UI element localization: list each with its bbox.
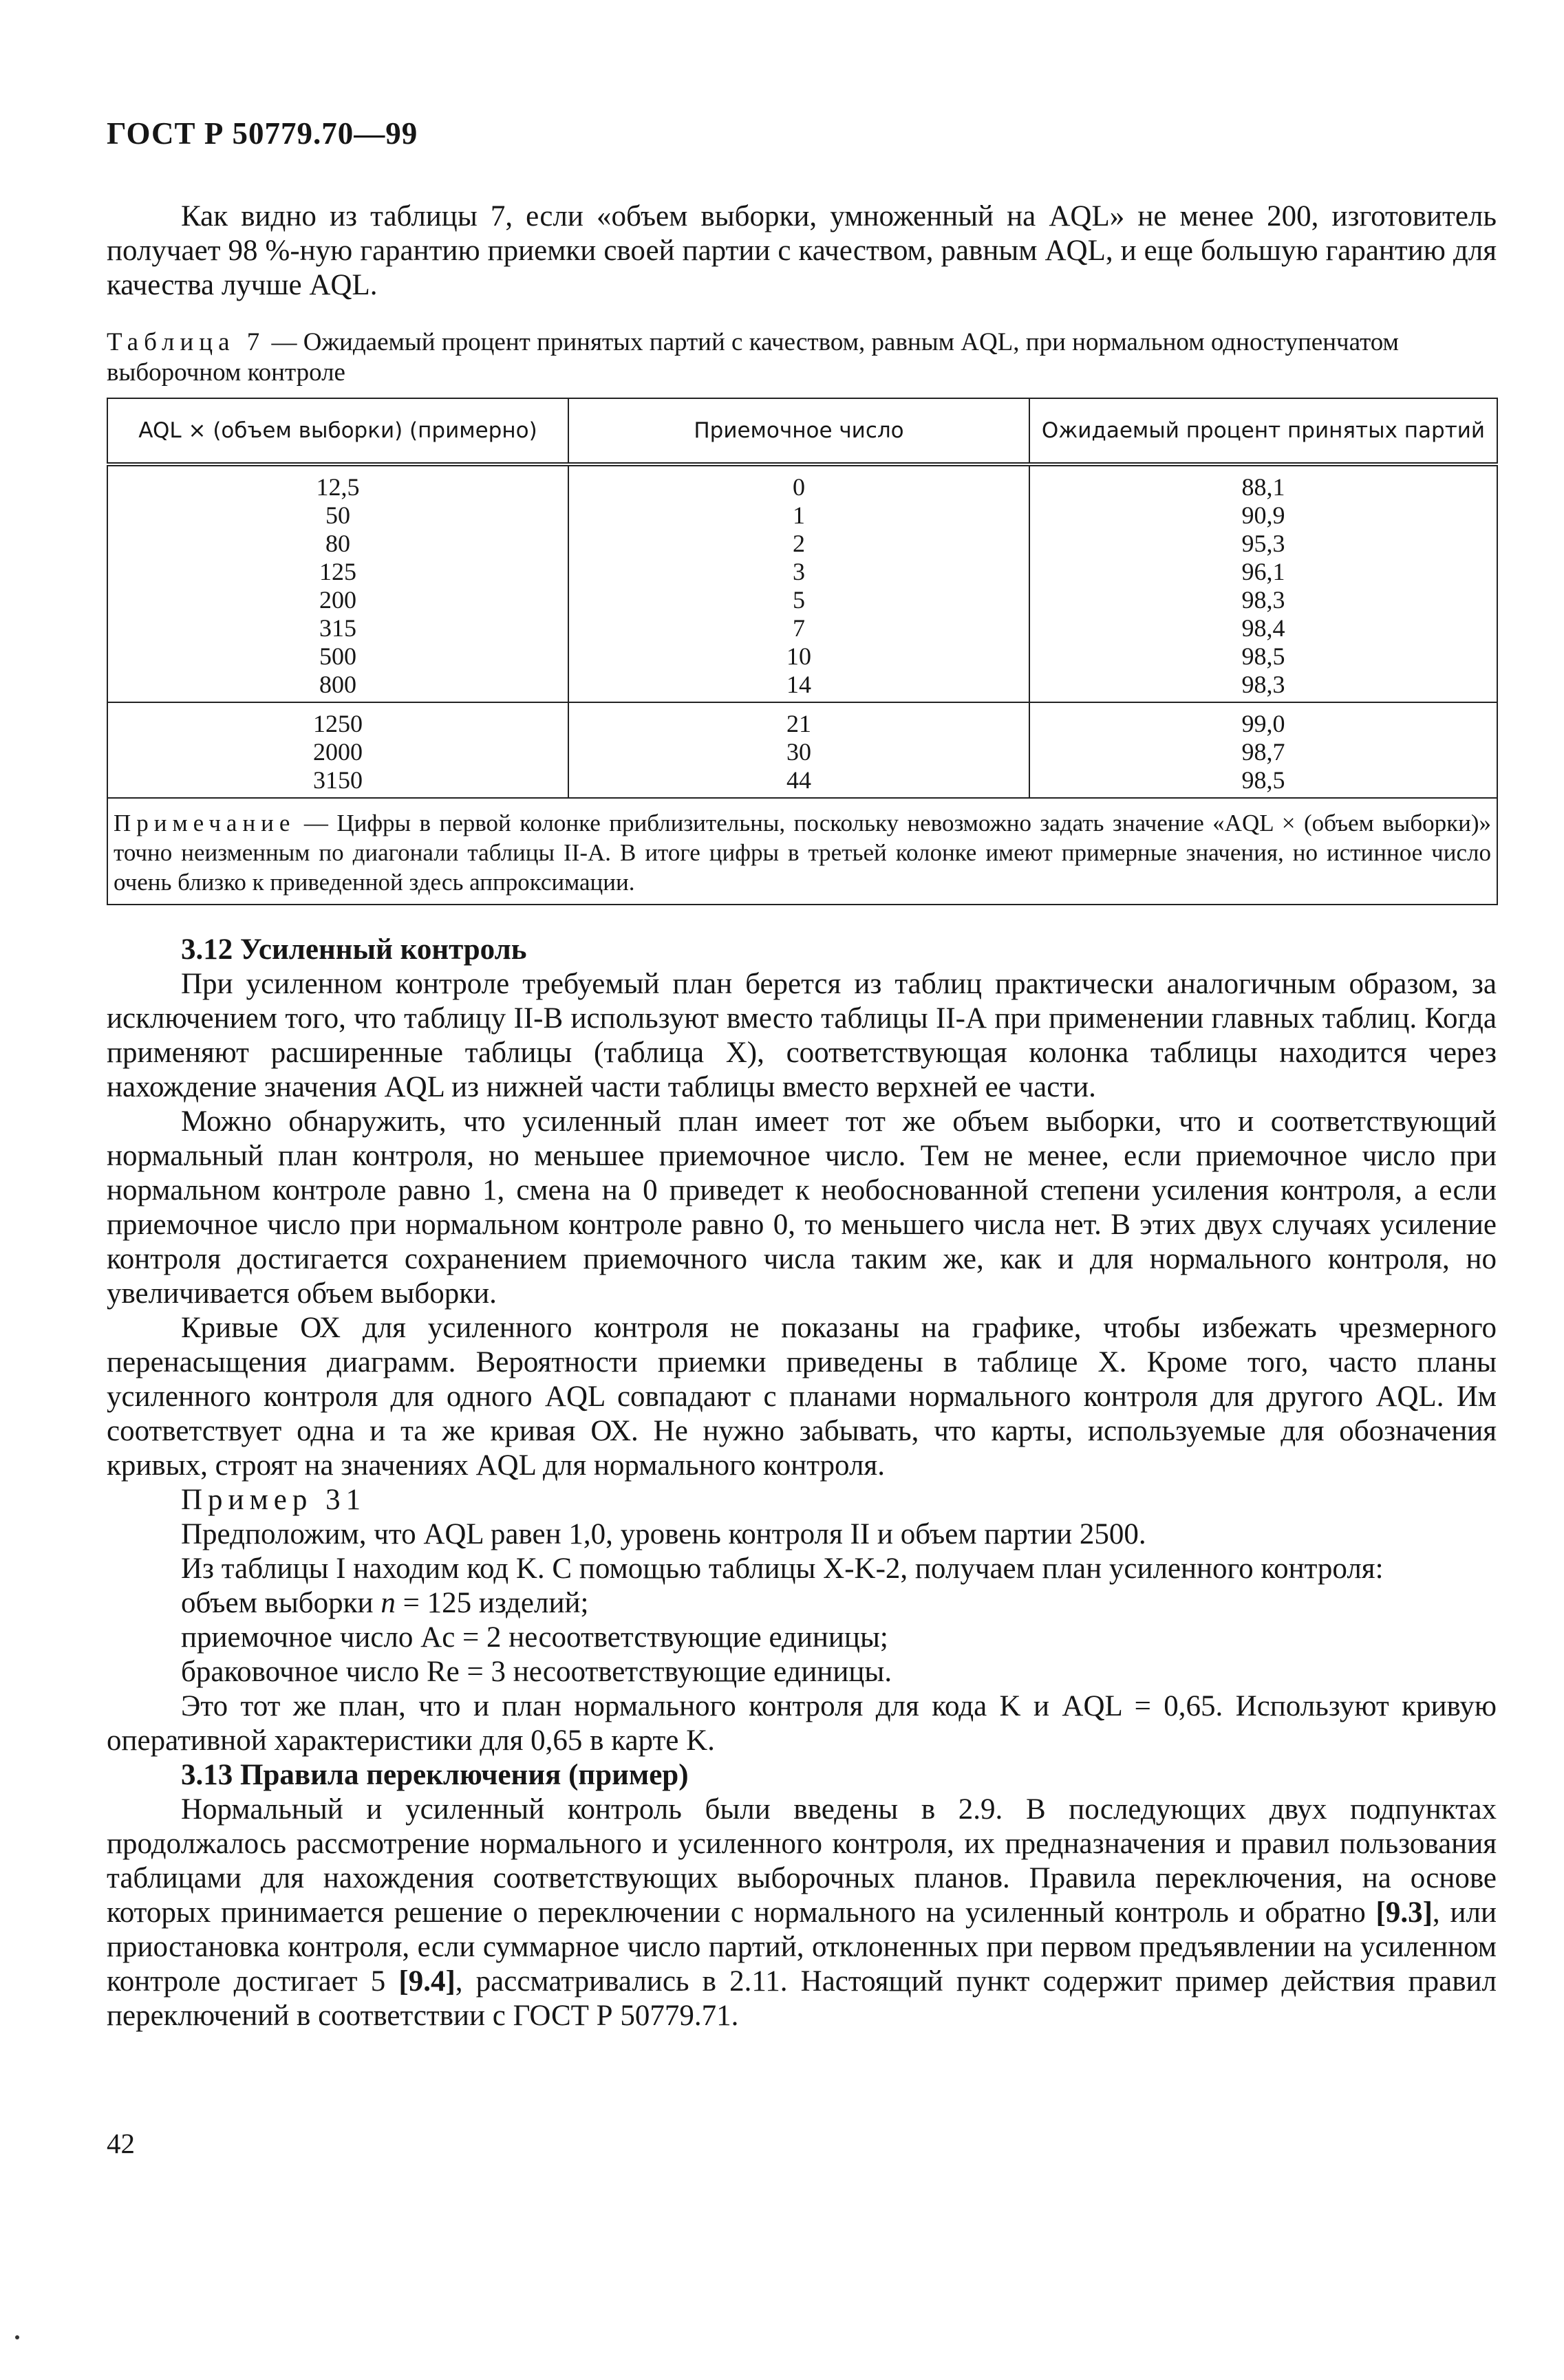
table-cell: 90,9 xyxy=(1241,501,1285,529)
table-cell: 500 xyxy=(319,642,356,670)
table-note-text: — Цифры в первой колонке приблизительны, поскольку невозможно задать значение «AQL × (объем выборки)» точно неизменным по диагонали таблицы II-А. В итоге цифры в третьей колонке имеют примерные значения, но истинное число очень близко к приведенной здесь аппроксимации. xyxy=(114,810,1491,896)
plan-line-rejection: браковочное число Re = 3 несоответствующие единицы. xyxy=(181,1656,892,1688)
plan-line-sample-size-pre: объем выборки xyxy=(181,1587,381,1619)
table-cell: 98,3 xyxy=(1241,671,1285,698)
group1-col3-cell xyxy=(1029,464,1497,702)
table-cell: 5 xyxy=(793,586,805,614)
table-cell: 30 xyxy=(786,738,811,766)
page-number: 42 xyxy=(107,2128,135,2159)
table-cell: 3 xyxy=(793,558,805,585)
table-cell: 99,0 xyxy=(1241,710,1285,737)
table-cell: 1250 xyxy=(313,710,363,737)
reference-9-3: [9.3] xyxy=(1375,1896,1433,1929)
example-label xyxy=(107,1483,1497,1517)
table-cell: 98,7 xyxy=(1241,738,1285,766)
section-3-12-heading: 3.12 Усиленный контроль xyxy=(181,933,527,966)
table-cell: 21 xyxy=(786,710,811,737)
body-text xyxy=(107,199,1497,2033)
column-header-acceptance-number: Приемочное число xyxy=(568,398,1029,464)
table-cell: 96,1 xyxy=(1241,558,1285,585)
example-paragraph-3: Это тот же план, что и план нормального контроля для кода K и AQL = 0,65. Используют кривую оперативной характеристики для 0,65 в карте K. xyxy=(107,1690,1497,1757)
section-3-12-paragraph-3: Кривые ОХ для усиленного контроля не показаны на графике, чтобы избежать чрезмерного перенасыщения диаграмм. Вероятности приемки приведены в таблице X. Кроме того, часто планы усиленного контроля для одного AQL совпадают с планами нормального контроля для другого AQL. Им соответствует одна и та же кривая ОХ. Не нужно забывать, что карты, используемые для обозначения кривых, строят на значениях AQL для нормального контроля. xyxy=(107,1312,1497,1482)
table-cell: 98,5 xyxy=(1241,642,1285,670)
plan-line-acceptance: приемочное число Ac = 2 несоответствующие единицы; xyxy=(181,1621,888,1654)
table-cell: 3150 xyxy=(313,766,363,794)
table-note-row xyxy=(107,798,1497,905)
table-cell: 88,1 xyxy=(1241,473,1285,501)
section-3-13-text-a: Нормальный и усиленный контроль были введены в 2.9. В последующих двух подпунктах продолжалось рассмотрение нормального и усиленного контроля, их предназначения и правил пользования таблицами для нахождения соответствующих выборочных планов. Правила переключения, на основе которых принимается решение о переключении с нормального на усиленный контроль и обратно xyxy=(107,1793,1497,1929)
group1-col2-cell xyxy=(568,464,1029,702)
table-cell: 50 xyxy=(325,501,350,529)
table-cell: 800 xyxy=(319,671,356,698)
table-cell: 200 xyxy=(319,586,356,614)
plan-line-sample-size xyxy=(107,1586,1497,1621)
section-3-12-paragraph-1: При усиленном контроле требуемый план берется из таблиц практически аналогичным образом, за исключением того, что таблицу II-В используют вместо таблицы II-А при применении главных таблиц. Когда применяют расширенные таблицы (таблица X), соответствующая колонка таблицы находится через нахождение значения AQL из нижней части таблицы вместо верхней ее части. xyxy=(107,968,1497,1103)
intro-paragraph: Как видно из таблицы 7, если «объем выборки, умноженный на AQL» не менее 200, изготовитель получает 98 %-ную гарантию приемки своей партии с качеством, равным AQL, и еще большую гарантию для качества лучше AQL. xyxy=(107,200,1497,301)
example-label-text: Пример 31 xyxy=(181,1484,367,1516)
table-cell: 14 xyxy=(786,671,811,698)
section-3-13-heading: 3.13 Правила переключения (пример) xyxy=(181,1759,689,1791)
table-cell: 98,4 xyxy=(1241,614,1285,642)
table-note xyxy=(107,798,1497,905)
plan-line-sample-size-post: = 125 изделий; xyxy=(395,1587,589,1619)
table-cell: 315 xyxy=(319,614,356,642)
table-row-group-1 xyxy=(107,464,1497,702)
section-3-13-text-c: , рассматривались в 2.11. Настоящий пункт содержит пример действия правил переключений в соответствии с ГОСТ Р 50779.71. xyxy=(107,1965,1497,2032)
document-header: ГОСТ Р 50779.70—99 xyxy=(107,116,418,151)
group2-col1-cell xyxy=(107,702,568,798)
section-3-13-paragraph-1 xyxy=(107,1793,1497,2033)
table-cell: 12,5 xyxy=(316,473,360,501)
table-cell: 1 xyxy=(793,501,805,529)
table-header-row xyxy=(107,398,1497,464)
table-cell: 10 xyxy=(786,642,811,670)
table-row-group-2 xyxy=(107,702,1497,798)
variable-n: n xyxy=(381,1587,396,1619)
group1-col1-cell xyxy=(107,464,568,702)
reference-9-4: [9.4] xyxy=(398,1965,456,1998)
table-cell: 44 xyxy=(786,766,811,794)
example-paragraph-1: Предположим, что AQL равен 1,0, уровень контроля II и объем партии 2500. xyxy=(181,1518,1146,1550)
group2-col3-cell xyxy=(1029,702,1497,798)
table-cell: 2 xyxy=(793,530,805,557)
table-cell: 7 xyxy=(793,614,805,642)
example-paragraph-2: Из таблицы I находим код K. С помощью таблицы X-K-2, получаем план усиленного контроля: xyxy=(181,1553,1384,1585)
column-header-aql-sample: AQL × (объем выборки) (примерно) xyxy=(107,398,568,464)
table-cell: 98,5 xyxy=(1241,766,1285,794)
table-note-label: Примечание xyxy=(114,810,296,836)
table-caption-text: — Ожидаемый процент принятых партий с качеством, равным AQL, при нормальном одноступенчатом выборочном контроле xyxy=(107,328,1399,387)
table-caption xyxy=(107,327,1497,388)
column-header-expected-percent: Ожидаемый процент принятых партий xyxy=(1029,398,1497,464)
section-3-12-paragraph-2: Можно обнаружить, что усиленный план имеет тот же объем выборки, что и соответствующий нормальный план контроля, но меньшее приемочное число. Тем не менее, если приемочное число при нормальном контроле равно 1, смена на 0 приведет к необоснованной степени усиления контроля, а если приемочное число при нормальном контроле равно 0, то меньшего числа нет. В этих двух случаях усиление контроля достигается сохранением приемочного числа таким же, как и для нормального контроля, но увеличивается объем выборки. xyxy=(107,1105,1497,1310)
table-cell: 125 xyxy=(319,558,356,585)
table-cell: 95,3 xyxy=(1241,530,1285,557)
group2-col2-cell xyxy=(568,702,1029,798)
table-cell: 98,3 xyxy=(1241,586,1285,614)
table-caption-label: Таблица 7 xyxy=(107,328,266,356)
table-cell: 80 xyxy=(325,530,350,557)
scan-speck xyxy=(15,2335,19,2339)
table-cell: 2000 xyxy=(313,738,363,766)
section-3-13-text-b: , или приостановка контроля, если суммарное число партий, отклоненных при первом предъявлении на усиленном контроле достигает 5 xyxy=(107,1896,1497,1998)
table-cell: 0 xyxy=(793,473,805,501)
table-7 xyxy=(107,398,1498,905)
